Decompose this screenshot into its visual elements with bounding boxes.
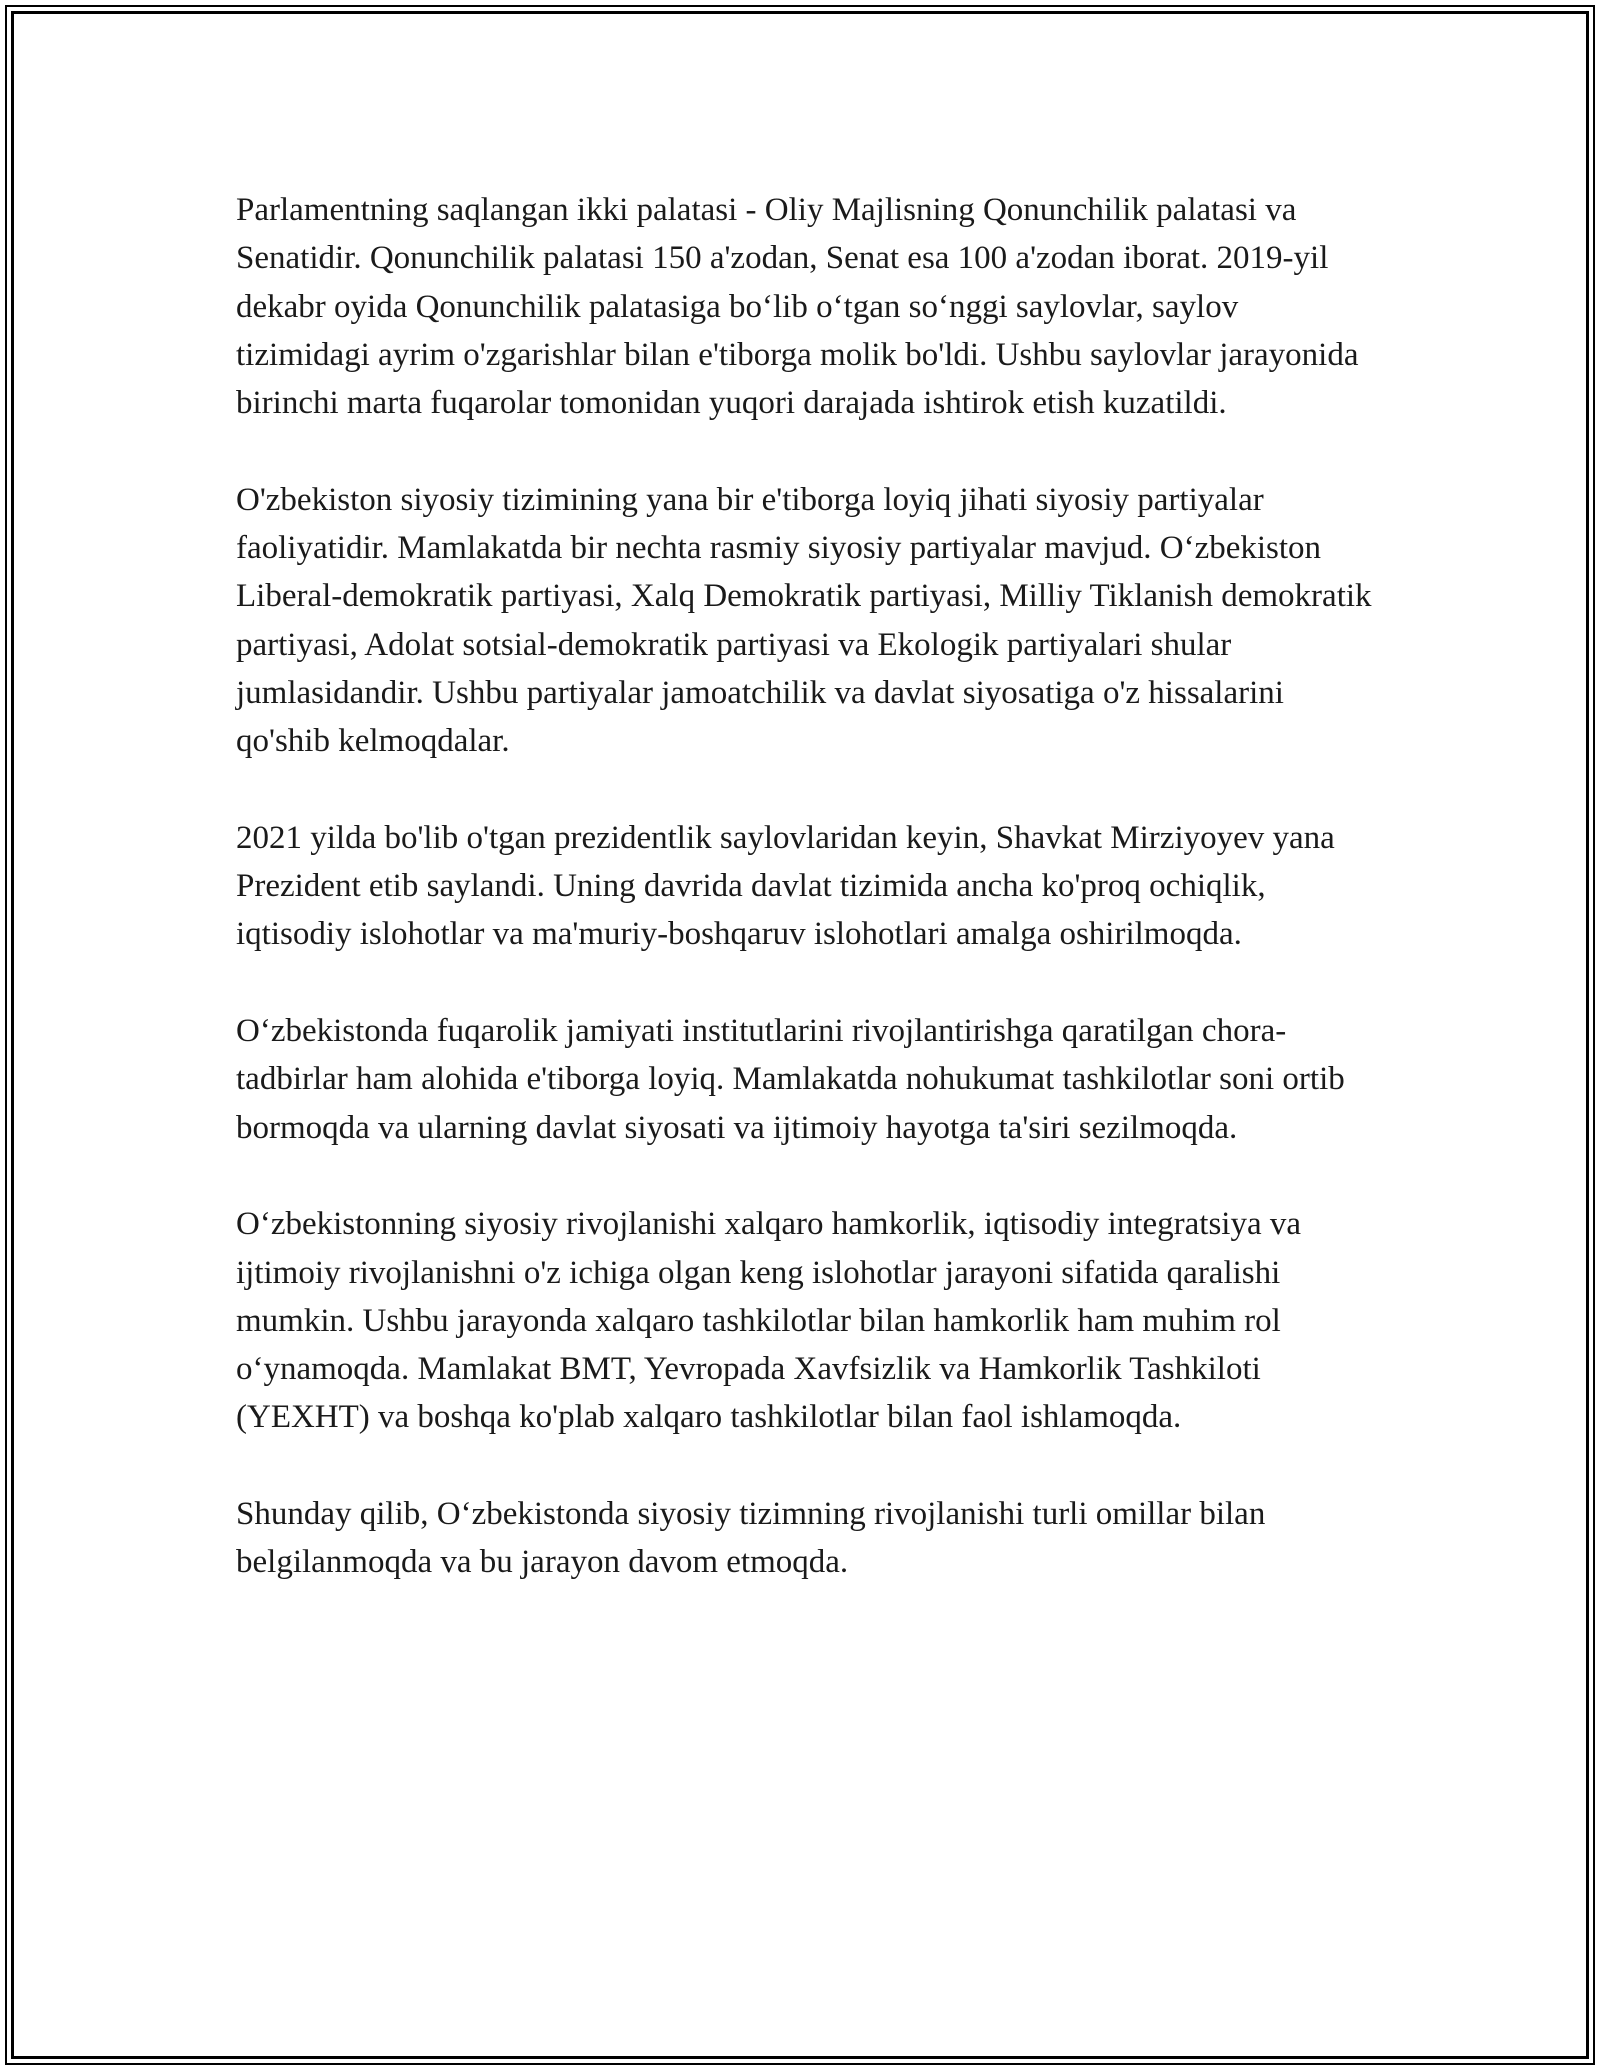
paragraph-presidential-elections: 2021 yilda bo'lib o'tgan prezidentlik saylovlaridan keyin, Shavkat Mirziyoyev yana Prezident etib saylandi. Uning davrida davlat tizimida ancha ko'proq ochiqlik, iqtisodiy islohotlar va ma'muriy-boshqaruv islohotlari amalga oshirilmoqda. [236, 819, 1335, 953]
paragraph-civil-society: Oʻzbekistonda fuqarolik jamiyati institutlarini rivojlantirishga qaratilgan chora-tadbirlar ham alohida e'tiborga loyiq. Mamlakatda nohukumat tashkilotlar soni ortib bormoqda va ularning davlat siyosati va ijtimoiy hayotga ta'siri sezilmoqda. [236, 1013, 1345, 1146]
paragraph-conclusion: Shunday qilib, Oʻzbekistonda siyosiy tizimning rivojlanishi turli omillar bilan belgilanmoqda va bu jarayon davom etmoqda. [236, 1496, 1266, 1581]
document-body [236, 186, 1376, 1587]
paragraph-international-cooperation: Oʻzbekistonning siyosiy rivojlanishi xalqaro hamkorlik, iqtisodiy integratsiya va ijtimoiy rivojlanishni o'z ichiga olgan keng islohotlar jarayoni sifatida qaralishi mumkin. Ushbu jarayonda xalqaro tashkilotlar bilan hamkorlik ham muhim rol oʻynamoqda. Mamlakat BMT, Yevropada Xavfsizlik va Hamkorlik Tashkiloti (YEXHT) va boshqa ko'plab xalqaro tashkilotlar bilan faol ishlamoqda. [236, 1206, 1302, 1436]
paragraph-political-parties: O'zbekiston siyosiy tizimining yana bir e'tiborga loyiq jihati siyosiy partiyalar faoliyatidir. Mamlakatda bir nechta rasmiy siyosiy partiyalar mavjud. Oʻzbekiston Liberal-demokratik partiyasi, Xalq Demokratik partiyasi, Milliy Tiklanish demokratik partiyasi, Adolat sotsial-demokratik partiyasi va Ekologik partiyalari shular jumlasidandir. Ushbu partiyalar jamoatchilik va davlat siyosatiga o'z hissalarini qo'shib kelmoqdalar. [236, 481, 1372, 760]
paragraph-parliament: Parlamentning saqlangan ikki palatasi - Oliy Majlisning Qonunchilik palatasi va Senatidir. Qonunchilik palatasi 150 a'zodan, Senat esa 100 a'zodan iborat. 2019-yil dekabr oyida Qonunchilik palatasiga boʻlib oʻtgan soʻnggi saylovlar, saylov tizimidagi ayrim o'zgarishlar bilan e'tiborga molik bo'ldi. Ushbu saylovlar jarayonida birinchi marta fuqarolar tomonidan yuqori darajada ishtirok etish kuzatildi. [236, 192, 1359, 422]
